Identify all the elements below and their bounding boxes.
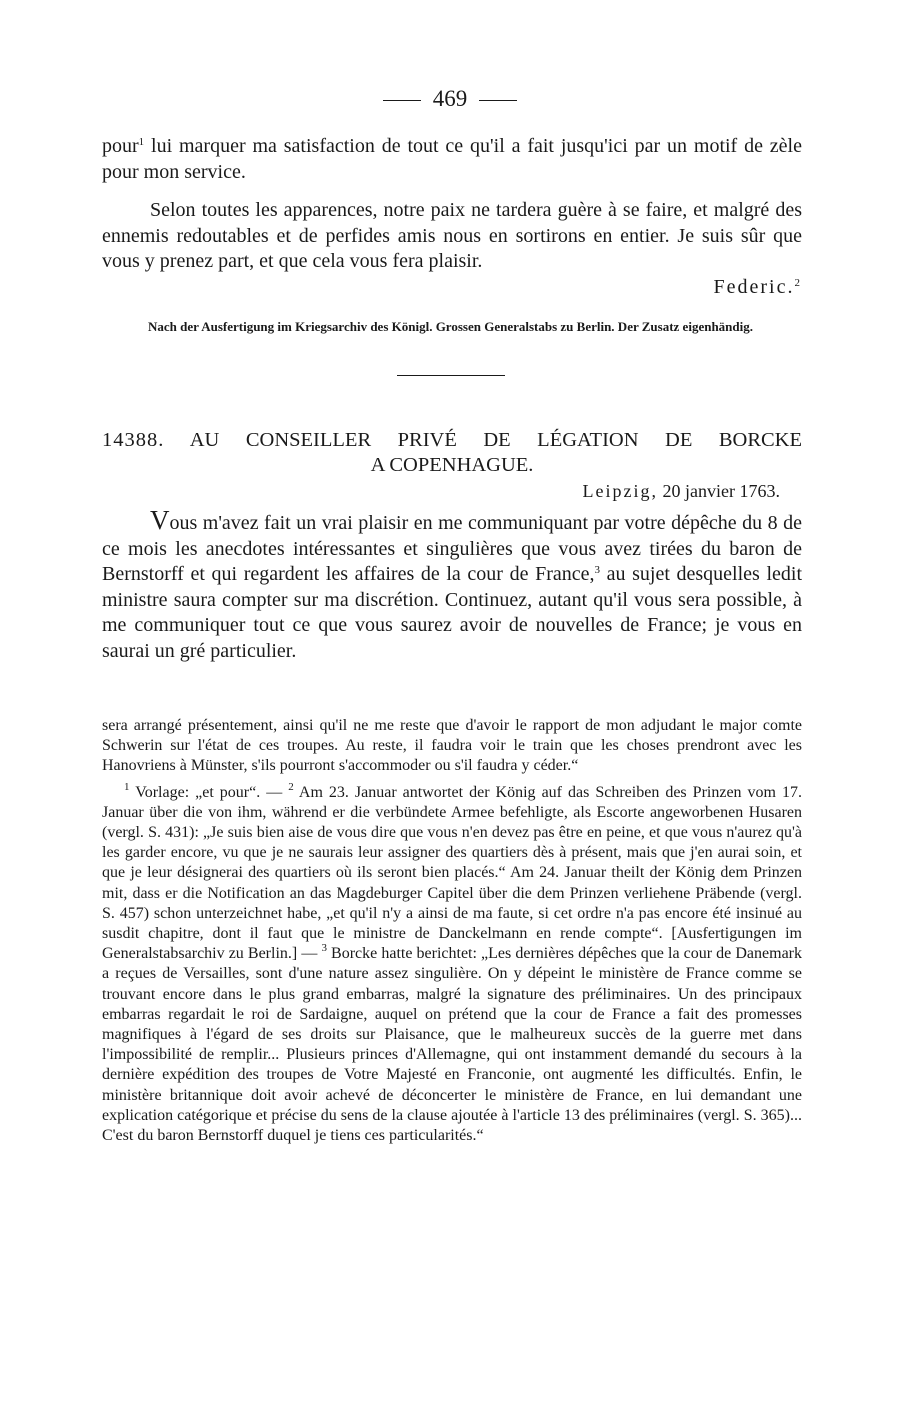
- signature: [102, 275, 802, 301]
- footnotes-body: [102, 780, 803, 1147]
- previous-letter-ending: [102, 134, 802, 300]
- section-divider: [397, 375, 505, 376]
- date-place: Leipzig,: [582, 481, 659, 501]
- page-number-dash-left: [383, 100, 421, 101]
- text-run: pour: [102, 135, 139, 157]
- footnote-1: Vorlage: „et pour“. —: [129, 783, 289, 801]
- page-number-dash-right: [479, 100, 517, 101]
- letter-addressee: AU CONSEILLER PRIVÉ DE LÉGATION DE BORCKE: [189, 429, 802, 451]
- footnote-mark-3: 3: [321, 942, 327, 955]
- footnote-continuation: sera arrangé présentement, ainsi qu'il ne me reste que d'avoir le rapport de mon adjudant le major comte Schwerin sur l'état de ces troupes. Au reste, il faudra voir le train que les choses prendront avec les Hanovriens à Münster, s'ils pourront s'accommoder ou s'il faudra y céder.“: [102, 717, 802, 775]
- footnote-2: Am 23. Januar antwortet der König auf das Schreiben des Prinzen vom 17. Januar über die von ihm, während er die verbündete Armee befehligte, als Escorte angeworbenen Husaren (vergl. S. 431): „Je suis bien aise de vous dire que vous n'en devez pas être en peine, et que vous n'aurez qu'à les garder encore, vu que je ne saurais leur assigner des quartiers dès à présent, mais que j'en aurai soin, et que je leur désignerai des quartiers où ils seront bien placés.“ Am 24. Januar theilt der König dem Prinzen mit, dass er die Notification an das Magdeburger Capitel über die dem Prinzen verliehene Präbende (vergl. S. 457) schon unterzeichnet habe, „et qu'il n'y a ainsi de ma faute, si cet ordre n'a pas encore été insinué au susdit chapitre, dont il faut que le ministre de Danckelmann en rende compte“. [Ausfertigungen im Generalstabsarchiv zu Berlin.] —: [102, 783, 803, 963]
- footnote-3: Borcke hatte berichtet: „Les dernières dépêches que la cour de Danemark a reçues de Versailles, sont d'une nature assez singulière. On y dépeint le ministère de France comme se trouvant encore dans le plus grand embarras, malgré la signature des préliminaires. Un des principaux embarras regardait le roi de Sardaigne, auquel on prétend que la cour de France a fait des promesses magnifiques à l'égard de ses droits sur Plaisance, que le malheureux succès de la guerre met dans l'impossibilité de remplir... Plusieurs princes d'Allemagne, qui ont instamment demandé du secours à la dernière expédition des troupes de Votre Majesté en Franconie, ont augmenté les difficultés. Enfin, le ministère britannique doit avoir achevé de déconcerter le ministère de France, en lui demandant une explication catégorique et précise du sens de la clause ajoutée à l'article 13 des préliminaires (vergl. S. 365)... C'est du baron Bernstorff duquel je tiens ces particularités.“: [102, 945, 803, 1145]
- source-note-text: Nach der Ausfertigung im Kriegsarchiv des Königl. Grossen Generalstabs zu Berlin. Der Zusatz eigenhändig.: [148, 319, 753, 334]
- closing-paragraph-2: Selon toutes les apparences, notre paix ne tardera guère à se faire, et malgré des ennemis redoutables et de perfides amis nous en sortirons en entier. Je suis sûr que vous y prenez part, et que cela vous fera plaisir.: [102, 199, 802, 272]
- text-run: au sujet desquelles ledit ministre saura compter sur ma discrétion. Continuez, autant qu'il vous sera possible, à me communiquer tout ce que vous saurez avoir de nouvelles de France; je vous en saurai un gré particulier.: [102, 563, 802, 662]
- letter-heading-line-1: [102, 428, 802, 453]
- signature-text: Federic.: [713, 275, 795, 298]
- letter-body: [102, 505, 802, 664]
- letter-heading: [102, 428, 802, 478]
- source-note-indent: [102, 319, 148, 334]
- footnote-mark-1: 1: [124, 780, 130, 793]
- drop-cap: V: [150, 505, 170, 535]
- page-number: [0, 86, 900, 112]
- letter-number: 14388.: [102, 429, 165, 451]
- footnotes: [102, 716, 802, 1146]
- footnote-mark-2: 2: [288, 780, 294, 793]
- text-run: lui marquer ma satisfaction de tout ce qu'il a fait jusqu'ici par un motif de zèle pour mon service.: [102, 135, 802, 183]
- footnote-ref-3: 3: [594, 564, 600, 576]
- date-text: 20 janvier 1763.: [662, 481, 780, 501]
- footnote-ref-1: 1: [138, 136, 145, 148]
- footnote-ref-2: 2: [794, 276, 802, 289]
- page-number-text: 469: [432, 86, 468, 111]
- text-run: ous m'avez fait un vrai plaisir en me communiquant par votre dépêche du 8 de ce mois les anecdotes intéressantes et singulières que vous avez tirées du baron de Bernstorff et qui regardent les affaires de la cour de France,: [102, 512, 802, 585]
- letter-paragraph: [102, 505, 802, 664]
- closing-paragraph-1: [102, 134, 802, 185]
- dateline: [583, 481, 780, 502]
- letter-heading-line-2: A COPENHAGUE.: [370, 454, 534, 476]
- source-note: [102, 318, 802, 335]
